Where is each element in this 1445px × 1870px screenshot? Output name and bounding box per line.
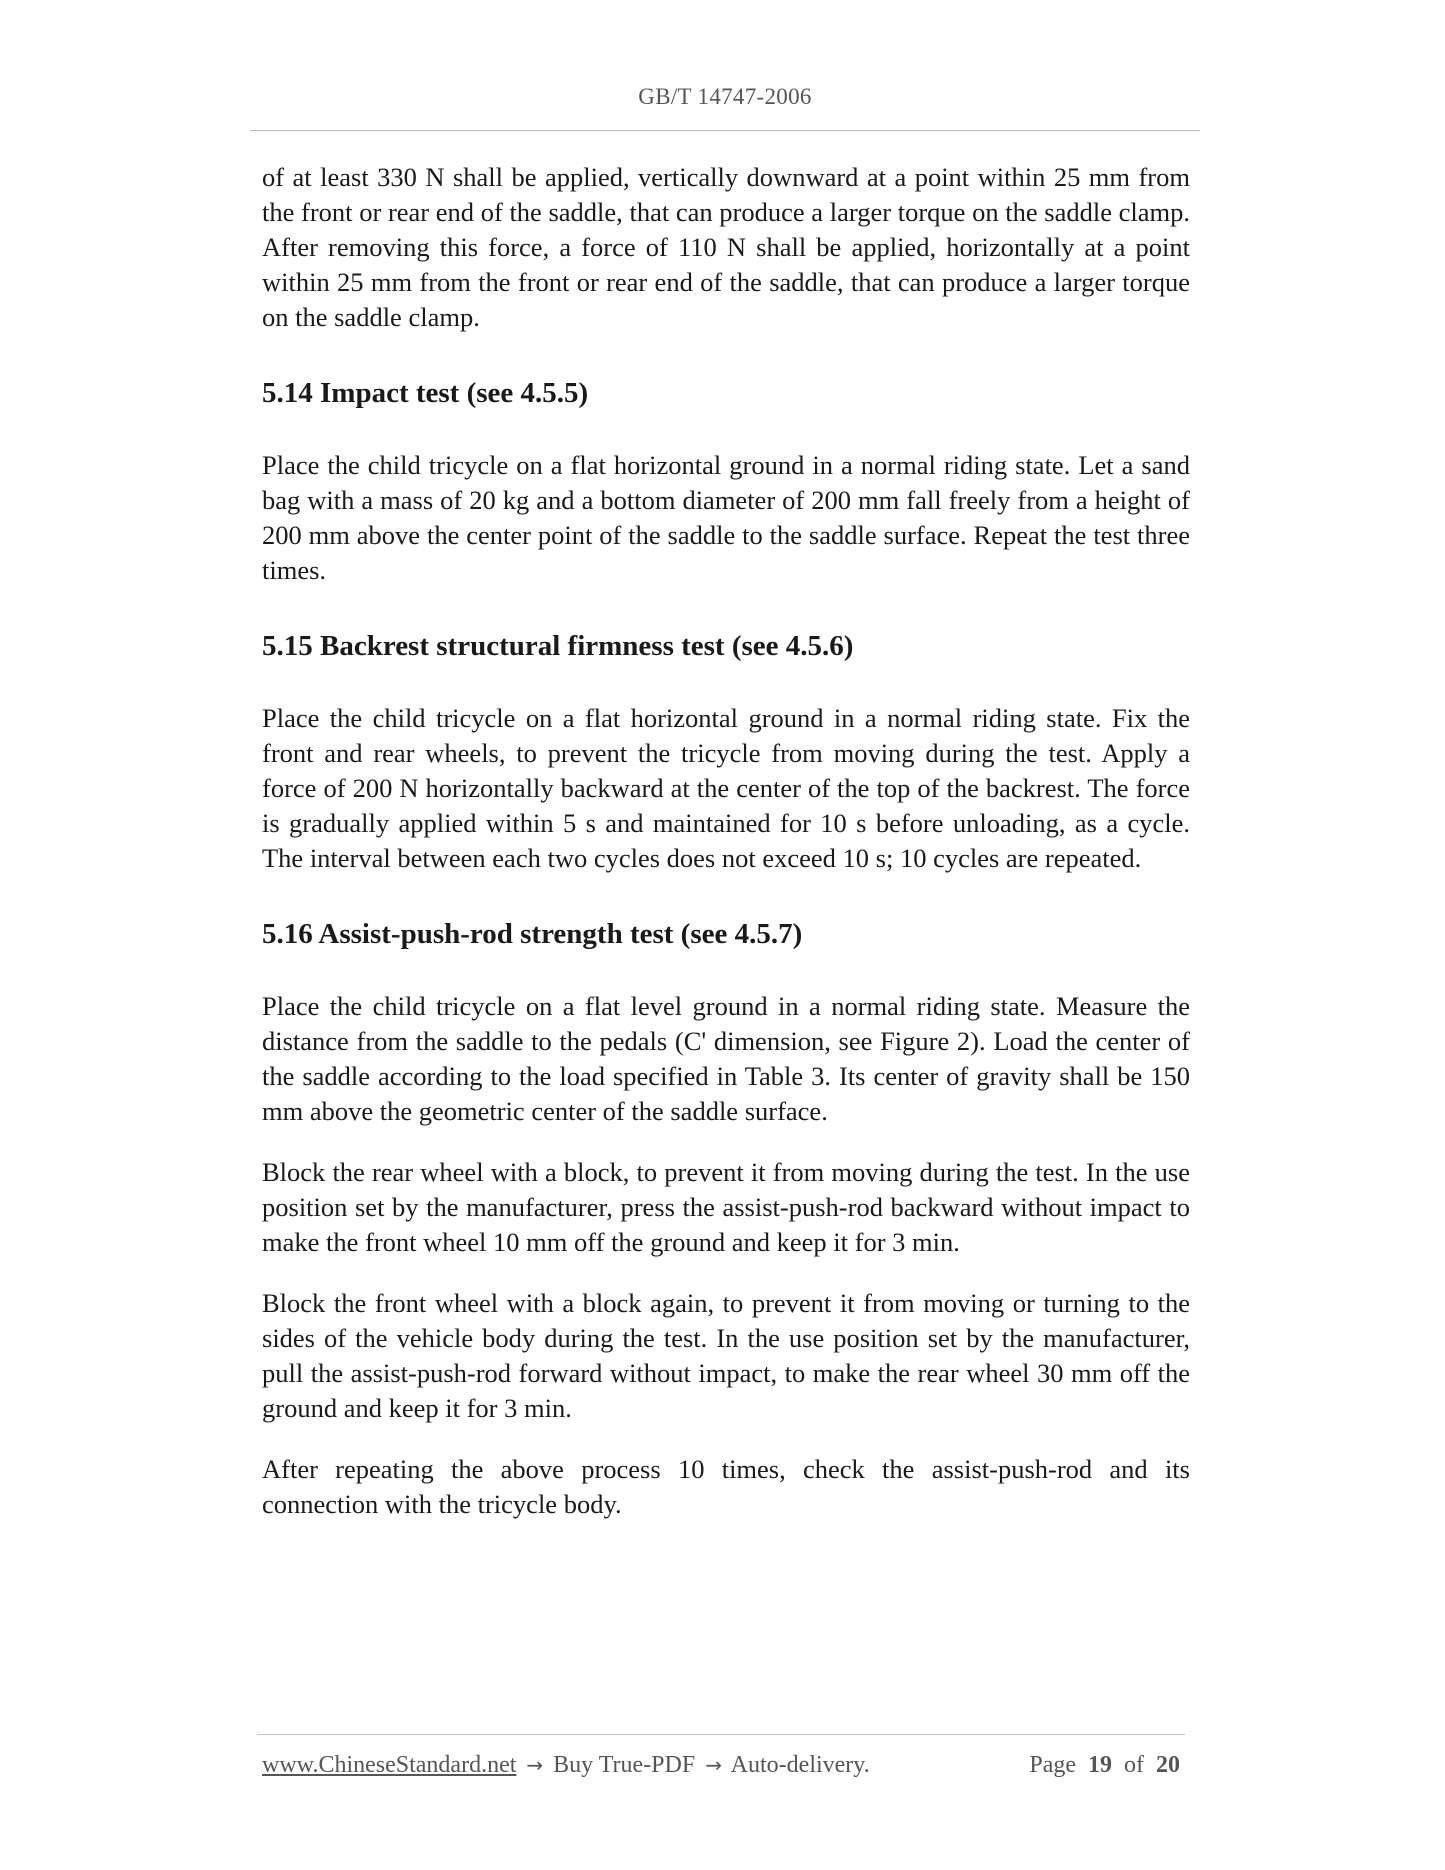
chinesestandard-link[interactable]: www.ChineseStandard.net [262, 1752, 517, 1778]
page-footer [262, 1752, 1180, 1779]
section-5-14-paragraph: Place the child tricycle on a flat horizontal ground in a normal riding state. Let a sand bag with a mass of 20 kg and a bottom diameter of 200 mm fall freely from a height of 200 mm above the center point of the saddle to the saddle surface. Repeat the test three times. [262, 450, 1190, 585]
footer-divider [257, 1734, 1185, 1735]
of-label: of [1124, 1752, 1144, 1778]
section-5-15-paragraph: Place the child tricycle on a flat horizontal ground in a normal riding state. Fix the front and rear wheels, to prevent the tricycle from moving during the test. Apply a force of 200 N horizontally backward at the center of the top of the backrest. The force is gradually applied within 5 s and maintained for 10 s before unloading, as a cycle. The interval between each two cycles does not exceed 10 s; 10 cycles are repeated. [262, 703, 1190, 873]
section-5-15-heading: 5.15 Backrest structural firmness test (see 4.5.6) [262, 630, 854, 662]
section-5-16-paragraph-3: Block the front wheel with a block again, to prevent it from moving or turning to the sides of the vehicle body during the test. In the use position set by the manufacturer, pull the assist-push-rod forward without impact, to make the rear wheel 30 mm off the ground and keep it for 3 min. [262, 1288, 1190, 1423]
total-pages: 20 [1156, 1752, 1180, 1778]
page-number [1029, 1752, 1180, 1779]
document-body [262, 160, 1190, 1522]
intro-paragraph: of at least 330 N shall be applied, vertically downward at a point within 25 mm from the front or rear end of the saddle, that can produce a larger torque on the saddle clamp. After removing this force, a force of 110 N shall be applied, horizontally at a point within 25 mm from the front or rear end of the saddle, that can produce a larger torque on the saddle clamp. [262, 162, 1190, 332]
section-5-16-heading: 5.16 Assist-push-rod strength test (see 4.5.7) [262, 918, 803, 950]
section-5-16-paragraph-2: Block the rear wheel with a block, to prevent it from moving during the test. In the use position set by the manufacturer, press the assist-push-rod backward without impact to make the front wheel 10 mm off the ground and keep it for 3 min. [262, 1157, 1190, 1257]
page-header: GB/T 14747-2006 [638, 84, 812, 109]
section-5-14-heading: 5.14 Impact test (see 4.5.5) [262, 377, 589, 409]
footer-left [262, 1752, 870, 1779]
section-5-16-paragraph-1: Place the child tricycle on a flat level ground in a normal riding state. Measure the distance from the saddle to the pedals (C' dimension, see Figure 2). Load the center of the saddle according to the load specified in Table 3. Its center of gravity shall be 150 mm above the geometric center of the saddle surface. [262, 991, 1190, 1126]
header-divider [250, 130, 1200, 131]
section-5-16-paragraph-4: After repeating the above process 10 times, check the assist-push-rod and its connection with the tricycle body. [262, 1454, 1190, 1519]
buy-true-pdf-text: Buy True-PDF [553, 1752, 696, 1778]
auto-delivery-text: Auto-delivery. [730, 1752, 870, 1778]
arrow-right-icon: → [705, 1753, 722, 1777]
page-label: Page [1029, 1752, 1076, 1778]
arrow-right-icon: → [526, 1753, 544, 1777]
current-page: 19 [1088, 1752, 1112, 1778]
